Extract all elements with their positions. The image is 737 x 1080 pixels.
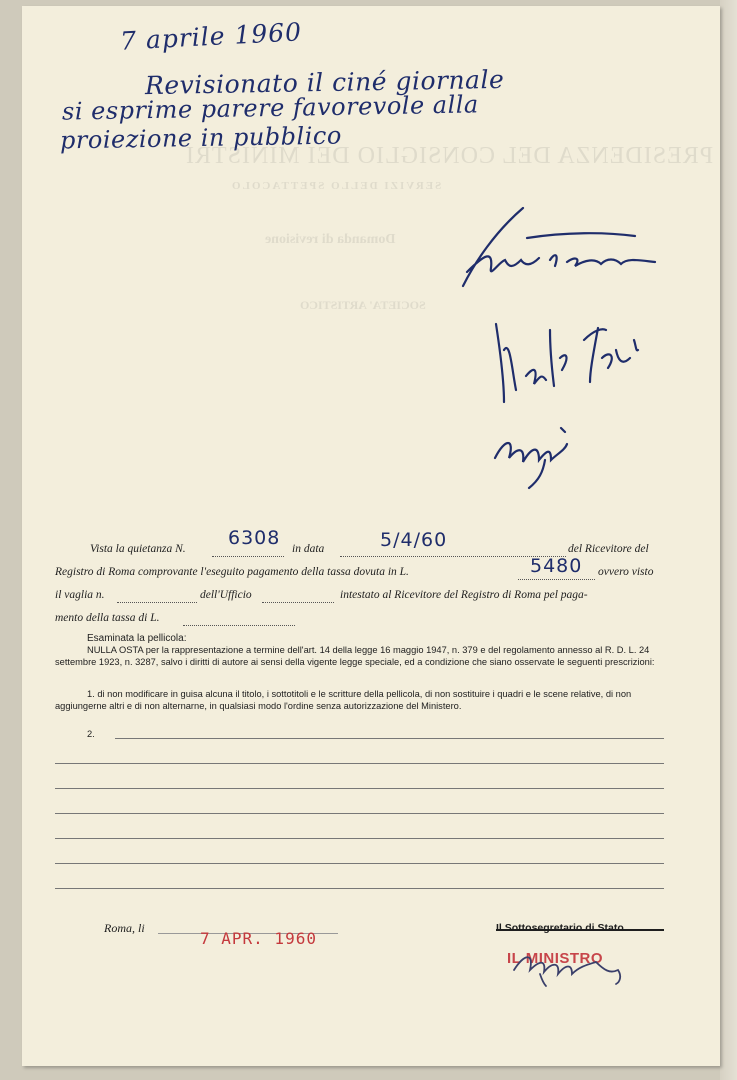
bleed-through-subtitle: SERVIZI DELLO SPETTACOLO [230, 180, 442, 192]
handwritten-note-line-3: proiezione in pubblico [59, 121, 343, 155]
prescription-1: 1. di non modificare in guisa alcuna il titolo, i sottotitoli e le scritture della pellicola, di non sostituire i quadri e le scene relative, di non aggiungerne altri e di non alternarne, in qualsiasi modo l'ordine senza autorizzazione del Ministero. [55, 689, 632, 711]
prescription-2-number: 2. [87, 729, 95, 739]
intestato-label: intestato al Ricevitore del Registro di Roma pel paga- [340, 589, 588, 601]
prescription-line-7 [55, 888, 664, 889]
date-stamp: 7 APR. 1960 [200, 929, 317, 948]
page-edge [720, 0, 737, 1080]
ricevitore-label: del Ricevitore del [568, 543, 649, 555]
signature-1 [455, 202, 675, 297]
signature-3 [485, 408, 595, 493]
bleed-through-company: SOCIETA' ARTISTICO [300, 298, 426, 312]
prescription-line-3 [55, 788, 664, 789]
handwritten-date: 7 aprile 1960 [119, 17, 303, 56]
amount-paid: 5480 [530, 555, 583, 577]
roma-label: Roma, li [104, 921, 145, 935]
quietanza-number: 6308 [228, 527, 281, 549]
ovvero-label: ovvero visto [598, 566, 654, 578]
prescription-line-6 [55, 863, 664, 864]
handwritten-note-line-1: Revisionato il ciné giornale [144, 64, 505, 101]
bleed-through-request: Domanda di revisione [265, 232, 396, 247]
ufficio-line [262, 602, 334, 603]
prescription-line-2 [55, 763, 664, 764]
amount-line [518, 579, 595, 580]
handwritten-note-line-2: si esprime parere favorevole alla [61, 90, 479, 126]
vaglia-label: il vaglia n. [55, 589, 105, 601]
quietanza-label: Vista la quietanza N. [90, 543, 186, 555]
nulla-osta-paragraph: NULLA OSTA per la rappresentazione a termine dell'art. 14 della legge 16 maggio 1947, n. 379 e del regolamento annesso al R. D. L. 24 settembre 1923, n. 3287, salvo i diritti di autore ai sensi della vigente legge speciale, ed a condizione che siano osservate le seguenti prescrizioni: [55, 645, 655, 667]
prescription-line-4 [55, 813, 664, 814]
quietanza-date: 5/4/60 [380, 529, 448, 551]
prescription-line-5 [55, 838, 664, 839]
tassa-amount-line [183, 625, 295, 626]
in-data-label: in data [292, 543, 325, 555]
quietanza-number-line [212, 556, 284, 557]
ministro-signature [500, 940, 630, 988]
bleed-through-title: PRESIDENZA DEL CONSIGLIO DEI MINISTRI [185, 143, 714, 169]
esaminata-label: Esaminata la pellicola: [87, 633, 187, 644]
prescription-line-1 [115, 738, 664, 739]
vaglia-line [117, 602, 197, 603]
official-title: Il Sottosegretario di Stato [496, 922, 624, 934]
ufficio-label: dell'Ufficio [200, 589, 252, 601]
ministro-stamp: IL MINISTRO [507, 950, 604, 967]
official-title-strikethrough [496, 929, 664, 931]
mento-label: mento della tassa di L. [55, 612, 160, 624]
registro-label: Registro di Roma comprovante l'eseguito pagamento della tassa dovuta in L. [55, 566, 409, 578]
signature-2 [490, 310, 670, 410]
